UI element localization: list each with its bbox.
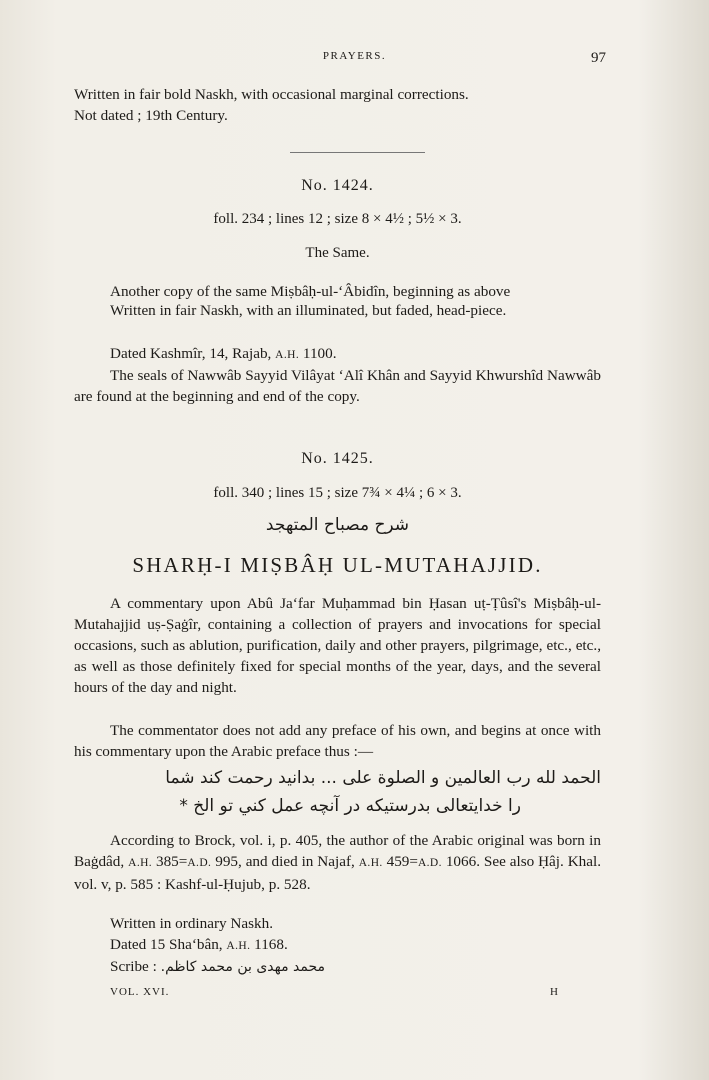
era-abbrev: A.H. — [128, 857, 153, 869]
dated-year: 1100. — [302, 345, 337, 362]
entry-number-1425: No. 1425. — [301, 450, 374, 467]
era-abbrev: A.D. — [187, 857, 212, 869]
scribe-label: Scribe : — [110, 958, 157, 975]
scribe-line — [74, 956, 601, 978]
era-abbrev: A.H. — [358, 857, 383, 869]
era-abbrev: A.H. — [275, 349, 300, 361]
paragraph-1424-4: The seals of Nawwâb Sayyid Vilâyat ‘Alî Khân and Sayyid Khwurshîd Nawwâb are found at the beginning and end of the copy. — [74, 367, 601, 405]
year-text: 995, and died in Najaf, — [215, 853, 355, 870]
dated-text: Dated Kashmîr, 14, Rajab, — [110, 345, 272, 362]
running-title: PRAYERS. — [322, 50, 387, 62]
dated-line — [74, 934, 601, 957]
page-number: 97 — [591, 50, 606, 66]
paragraph-1425-1: A commentary upon Abû Ja‘far Muḥammad bin Ḥasan uṭ-Ṭûsî's Miṣbâḥ-ul-Mutahajjid uṣ-Ṣaġîr, containing a collection of prayers and invocations for special occasions, such as ablution, purification, daily and other prayers, pilgrimage, etc., etc., as well as those definitely fixed for special months of the year, days, and the several hours of the day and night. — [74, 595, 601, 696]
arabic-title: شرح مصباح المتهجد — [265, 515, 410, 535]
paragraph-1425-3 — [74, 830, 601, 895]
signature-mark: H — [550, 986, 559, 998]
prev-entry-line1: Written in fair bold Naskh, with occasional marginal corrections. — [74, 86, 469, 103]
section-divider — [290, 152, 425, 153]
arabic-quote-line1: الحمد لله رب العالمين و الصلوة على ... بدانيد رحمت كند شما — [165, 768, 601, 788]
dated-year: 1168. — [254, 936, 288, 953]
era-abbrev: A.D. — [417, 857, 442, 869]
prev-entry-line2: Not dated ; 19th Century. — [74, 107, 228, 124]
paragraph-1424-1: Another copy of the same Miṣbâḥ-ul-‘Âbidîn, beginning as above — [110, 283, 511, 300]
see-also-text: 1066. See also Ḥâj. Khal. vol. v, p. 585 : Kashf-ul-Ḥujub, p. 528. — [74, 853, 602, 893]
work-title: SHARḤ-I MIṢBÂḤ UL-MUTAHAJJID. — [132, 553, 543, 577]
brock-reference: According to Brock, vol. i, p. 405, the author of the Arabic original was born in Baġdâd, — [74, 832, 601, 870]
year-text: 385= — [155, 853, 188, 870]
entry-number-1424: No. 1424. — [301, 177, 374, 194]
dated-text: Dated 15 Sha‘bân, — [110, 936, 223, 953]
arabic-quote-line2: را خدايتعالى بدرستيكه در آنچه عمل كني تو الخ * — [179, 796, 521, 816]
volume-footer: VOL. XVI. — [110, 986, 170, 998]
entry-subtitle-1424: The Same. — [305, 245, 370, 261]
era-abbrev: A.H. — [226, 940, 251, 952]
year-text: 459= — [386, 853, 418, 870]
scribe-name: محمد مهدى بن محمد كاظم. — [160, 959, 326, 975]
paragraph-1424-2: Written in fair Naskh, with an illuminated, but faded, head-piece. — [110, 302, 507, 319]
collation-1425: foll. 340 ; lines 15 ; size 7¾ × 4¼ ; 6 × 3. — [213, 485, 462, 501]
paragraph-1424-3 — [74, 343, 601, 366]
collation-1424: foll. 234 ; lines 12 ; size 8 × 4½ ; 5½ × 3. — [213, 211, 462, 227]
paragraph-1425-2: The commentator does not add any preface of his own, and begins at once with his commentary upon the Arabic preface thus :— — [74, 722, 601, 760]
written-line: Written in ordinary Naskh. — [110, 915, 274, 932]
